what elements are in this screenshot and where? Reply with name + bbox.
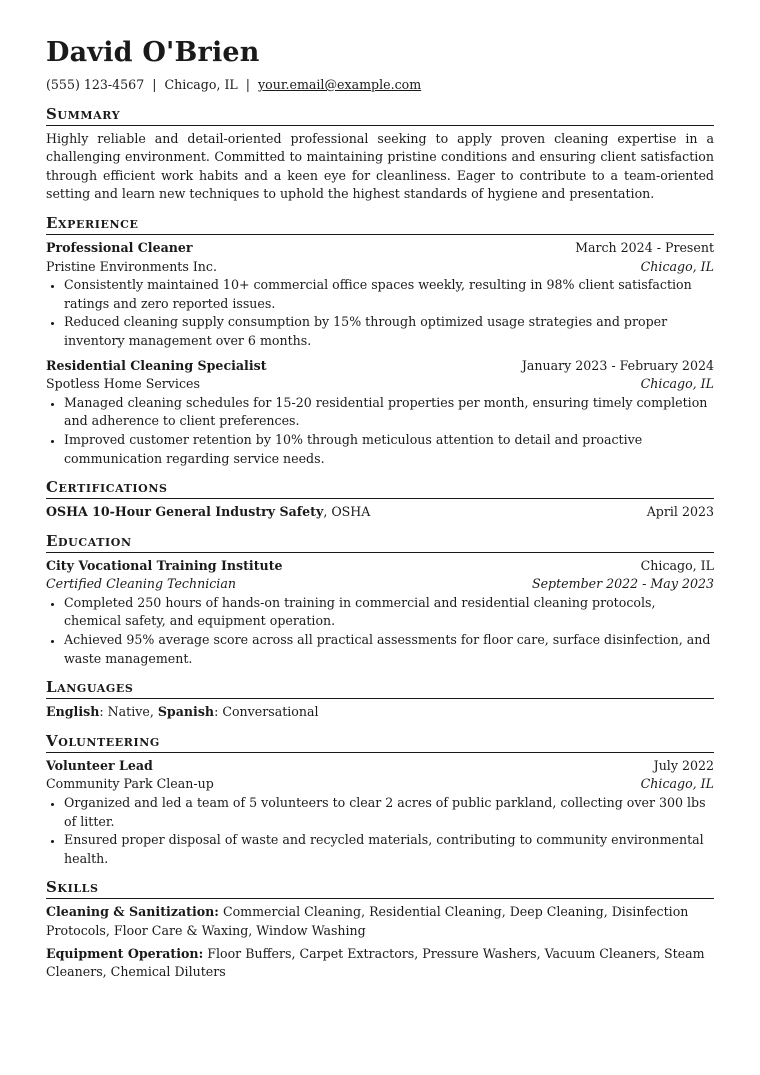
- section-title: Experience: [46, 214, 714, 235]
- education-section: [46, 532, 714, 669]
- skills-section: [46, 878, 714, 981]
- company-name: Pristine Environments Inc.: [46, 258, 217, 274]
- phone: (555) 123-4567: [46, 77, 145, 92]
- bullet-list: [46, 594, 714, 668]
- skill-group: [46, 945, 714, 982]
- section-title: Languages: [46, 678, 714, 699]
- certification-issuer: , OSHA: [323, 504, 371, 520]
- language-level: : Conversational: [214, 704, 319, 720]
- resume-page: [46, 36, 714, 986]
- language-level: : Native,: [99, 704, 158, 720]
- bullet-item: • Achieved 95% average score across all practical assessments for floor care, surface disinfection, and waste management.: [64, 631, 714, 668]
- job-location: Chicago, IL: [640, 376, 714, 392]
- section-title: Certifications: [46, 478, 714, 499]
- section-title: Volunteering: [46, 732, 714, 753]
- section-title: Education: [46, 532, 714, 553]
- job-dates: March 2024 - Present: [575, 239, 714, 255]
- summary-section: [46, 105, 714, 204]
- bullet-list: [46, 794, 714, 868]
- bullet-item: • Improved customer retention by 10% through meticulous attention to detail and proactive communication regarding service needs.: [64, 431, 714, 468]
- language-name: Spanish: [157, 704, 215, 720]
- skill-group-items: Floor Buffers, Carpet Extractors, Pressure Washers, Vacuum Cleaners, Steam Cleaners, Chemical Diluters: [46, 945, 705, 980]
- section-title: Summary: [46, 105, 714, 126]
- job-title: Residential Cleaning Specialist: [46, 357, 267, 373]
- volunteer-role: Volunteer Lead: [46, 757, 153, 773]
- bullet-item: • Managed cleaning schedules for 15-20 residential properties per month, ensuring timely completion and adherence to client preferences.: [64, 394, 714, 431]
- certification-date: April 2023: [646, 504, 714, 520]
- experience-entry: [46, 357, 714, 469]
- summary-text: Highly reliable and detail-oriented professional seeking to apply proven cleaning expertise in a challenging environment. Committed to maintaining pristine conditions and ensuring client satisfaction through efficient work habits and a keen eye for cleanliness. Eager to contribute to a team-oriented setting and learn new techniques to uphold the highest standards of hygiene and presentation.: [46, 130, 714, 202]
- bullet-item: • Reduced cleaning supply consumption by 15% through optimized usage strategies and proper inventory management over 6 months.: [64, 313, 714, 350]
- separator: |: [245, 77, 251, 92]
- contact-line: [46, 76, 714, 95]
- candidate-name: David O'Brien: [46, 37, 260, 68]
- bullet-item: • Consistently maintained 10+ commercial office spaces weekly, resulting in 98% client satisfaction ratings and zero reported issues.: [64, 276, 714, 313]
- education-dates: September 2022 - May 2023: [531, 576, 714, 592]
- school-name: City Vocational Training Institute: [46, 557, 283, 573]
- job-dates: January 2023 - February 2024: [521, 357, 714, 373]
- skill-group-items: Commercial Cleaning, Residential Cleaning, Deep Cleaning, Disinfection Protocols, Floor Care & Waxing, Window Washing: [46, 904, 689, 938]
- volunteer-date: July 2022: [653, 757, 714, 773]
- job-location: Chicago, IL: [640, 258, 714, 274]
- certification-entry: [46, 503, 714, 522]
- bullet-item: • Completed 250 hours of hands-on training in commercial and residential cleaning protocols, chemical safety, and equipment operation.: [64, 594, 714, 631]
- bullet-list: [46, 276, 714, 350]
- volunteering-section: [46, 732, 714, 869]
- languages-section: [46, 678, 714, 722]
- certification-name: OSHA 10-Hour General Industry Safety: [46, 504, 324, 520]
- section-title: Skills: [46, 878, 714, 899]
- volunteer-location: Chicago, IL: [640, 776, 714, 792]
- bullet-item: • Ensured proper disposal of waste and recycled materials, contributing to community environmental health.: [64, 831, 714, 868]
- school-location: Chicago, IL: [640, 557, 714, 573]
- location: Chicago, IL: [164, 77, 238, 92]
- experience-section: [46, 214, 714, 468]
- skill-group-label: Equipment Operation:: [46, 945, 204, 961]
- certifications-section: [46, 478, 714, 522]
- bullet-item: • Organized and led a team of 5 volunteers to clear 2 acres of public parkland, collecting over 300 lbs of litter.: [64, 794, 714, 831]
- separator: |: [152, 77, 157, 92]
- skill-group-label: Cleaning & Sanitization:: [46, 904, 219, 920]
- languages-line: [46, 703, 714, 722]
- experience-entry: [46, 239, 714, 351]
- email-link[interactable]: your.email@example.com: [258, 77, 422, 92]
- volunteer-org: Community Park Clean-up: [46, 776, 214, 792]
- skill-group: [46, 903, 714, 940]
- language-name: English: [46, 704, 100, 720]
- job-title: Professional Cleaner: [46, 239, 193, 255]
- bullet-list: [46, 394, 714, 468]
- program-name: Certified Cleaning Technician: [46, 576, 236, 592]
- company-name: Spotless Home Services: [46, 376, 200, 392]
